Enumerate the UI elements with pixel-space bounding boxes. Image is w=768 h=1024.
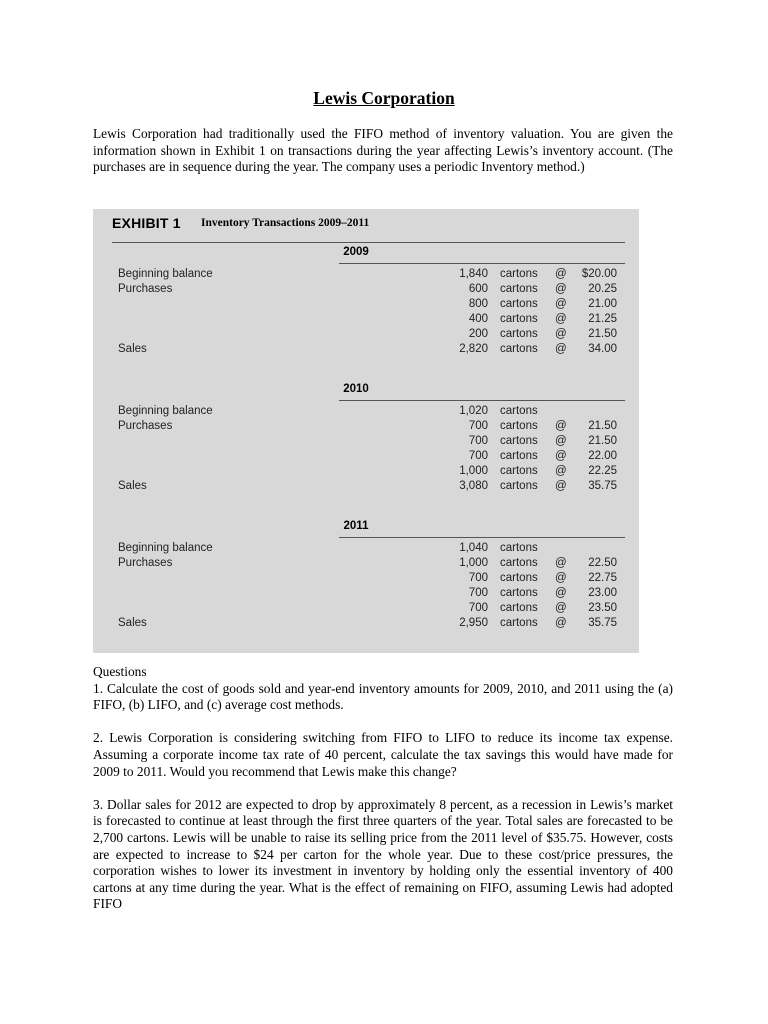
row-quantity: 700	[468, 420, 488, 432]
row-at-sign: @	[555, 435, 567, 447]
row-quantity: 700	[468, 602, 488, 614]
table-row	[93, 343, 639, 358]
row-unit: cartons	[500, 435, 538, 447]
row-quantity: 2,950	[459, 617, 488, 629]
row-label: Purchases	[118, 283, 173, 295]
table-row	[93, 298, 639, 313]
row-label: Sales	[118, 480, 147, 492]
row-price: 23.50	[588, 602, 617, 614]
row-quantity: 1,000	[459, 557, 488, 569]
row-price: 34.00	[588, 343, 617, 355]
intro-paragraph: Lewis Corporation had traditionally used the FIFO method of inventory valuation. You are given the information shown in Exhibit 1 on transactions during the year affecting Lewis’s inventory account. (The purchases are in sequence during the year. The company uses a periodic Inventory method.)	[93, 126, 673, 175]
table-row	[93, 542, 639, 557]
row-price: 22.75	[588, 572, 617, 584]
row-at-sign: @	[555, 298, 567, 310]
row-quantity: 1,040	[459, 542, 488, 554]
row-at-sign: @	[555, 602, 567, 614]
exhibit-label: EXHIBIT 1	[112, 215, 181, 231]
row-at-sign: @	[555, 617, 567, 629]
row-price: 35.75	[588, 480, 617, 492]
row-price: 21.50	[588, 420, 617, 432]
questions-heading: Questions	[93, 664, 147, 679]
table-row	[93, 283, 639, 298]
year-divider	[339, 537, 625, 538]
row-unit: cartons	[500, 313, 538, 325]
row-quantity: 1,020	[459, 405, 488, 417]
questions-section	[93, 664, 673, 930]
row-unit: cartons	[500, 405, 538, 417]
row-at-sign: @	[555, 557, 567, 569]
question-item: 3. Dollar sales for 2012 are expected to drop by approximately 8 percent, as a recession in Lewis’s market is forecasted to continue at least through the first three quarters of the year. Total sales are forecasted to be 2,700 cartons. Lewis will be unable to raise its selling price from the 2011 level of $35.75. However, costs are expected to increase to $24 per carton for the whole year. Due to these cost/price pressures, the corporation wishes to lower its investment in inventory by holding only the essential inventory of 400 cartons at any time during the year. What is the effect of remaining on FIFO, assuming Lewis had adopted FIFO	[93, 796, 673, 912]
row-quantity: 2,820	[459, 343, 488, 355]
row-label: Sales	[118, 617, 147, 629]
year-title: 2010	[343, 383, 369, 395]
table-row	[93, 328, 639, 343]
table-row	[93, 587, 639, 602]
row-unit: cartons	[500, 480, 538, 492]
row-label: Sales	[118, 343, 147, 355]
table-row	[93, 268, 639, 283]
row-at-sign: @	[555, 328, 567, 340]
row-quantity: 700	[468, 435, 488, 447]
row-label: Purchases	[118, 557, 173, 569]
question-item: 1. Calculate the cost of goods sold and year-end inventory amounts for 2009, 2010, and 2011 using the (a) FIFO, (b) LIFO, and (c) average cost methods.	[93, 680, 673, 713]
row-unit: cartons	[500, 268, 538, 280]
question-item: 2. Lewis Corporation is considering switching from FIFO to LIFO to reduce its income tax expense. Assuming a corporate income tax rate of 40 percent, calculate the tax savings this would have made for 2009 to 2011. Would you recommend that Lewis make this change?	[93, 730, 673, 779]
row-quantity: 1,000	[459, 465, 488, 477]
page-title: Lewis Corporation	[313, 88, 455, 108]
row-at-sign: @	[555, 283, 567, 295]
row-unit: cartons	[500, 557, 538, 569]
row-unit: cartons	[500, 420, 538, 432]
row-unit: cartons	[500, 343, 538, 355]
table-row	[93, 465, 639, 480]
row-price: $20.00	[581, 268, 617, 280]
row-at-sign: @	[555, 480, 567, 492]
row-unit: cartons	[500, 298, 538, 310]
row-quantity: 400	[468, 313, 488, 325]
row-price: 21.50	[588, 435, 617, 447]
row-quantity: 700	[468, 450, 488, 462]
row-label: Purchases	[118, 420, 173, 432]
table-row	[93, 405, 639, 420]
row-price: 22.25	[588, 465, 617, 477]
row-unit: cartons	[500, 283, 538, 295]
row-label: Beginning balance	[118, 405, 213, 417]
row-quantity: 800	[468, 298, 488, 310]
row-quantity: 700	[468, 587, 488, 599]
row-unit: cartons	[500, 465, 538, 477]
row-unit: cartons	[500, 587, 538, 599]
row-at-sign: @	[555, 313, 567, 325]
row-unit: cartons	[500, 542, 538, 554]
row-at-sign: @	[555, 587, 567, 599]
row-unit: cartons	[500, 572, 538, 584]
row-quantity: 200	[468, 328, 488, 340]
row-at-sign: @	[555, 343, 567, 355]
row-price: 23.00	[588, 587, 617, 599]
row-unit: cartons	[500, 602, 538, 614]
year-divider	[339, 400, 625, 401]
table-row	[93, 313, 639, 328]
row-quantity: 600	[468, 283, 488, 295]
row-price: 20.25	[588, 283, 617, 295]
year-title: 2009	[343, 246, 369, 258]
table-row	[93, 435, 639, 450]
row-price: 21.00	[588, 298, 617, 310]
exhibit-header	[112, 212, 625, 243]
table-row	[93, 617, 639, 632]
row-price: 21.50	[588, 328, 617, 340]
row-at-sign: @	[555, 420, 567, 432]
year-title: 2011	[343, 520, 369, 532]
row-price: 21.25	[588, 313, 617, 325]
table-row	[93, 450, 639, 465]
row-price: 22.50	[588, 557, 617, 569]
row-at-sign: @	[555, 268, 567, 280]
table-row	[93, 420, 639, 435]
row-unit: cartons	[500, 617, 538, 629]
row-price: 22.00	[588, 450, 617, 462]
row-at-sign: @	[555, 450, 567, 462]
table-row	[93, 602, 639, 617]
exhibit-figure	[93, 209, 639, 653]
year-divider	[339, 263, 625, 264]
row-at-sign: @	[555, 465, 567, 477]
table-row	[93, 480, 639, 495]
table-row	[93, 572, 639, 587]
exhibit-caption: Inventory Transactions 2009–2011	[201, 217, 370, 229]
row-unit: cartons	[500, 450, 538, 462]
row-unit: cartons	[500, 328, 538, 340]
row-label: Beginning balance	[118, 542, 213, 554]
row-label: Beginning balance	[118, 268, 213, 280]
row-at-sign: @	[555, 572, 567, 584]
row-quantity: 700	[468, 572, 488, 584]
row-quantity: 3,080	[459, 480, 488, 492]
row-price: 35.75	[588, 617, 617, 629]
table-row	[93, 557, 639, 572]
row-quantity: 1,840	[459, 268, 488, 280]
